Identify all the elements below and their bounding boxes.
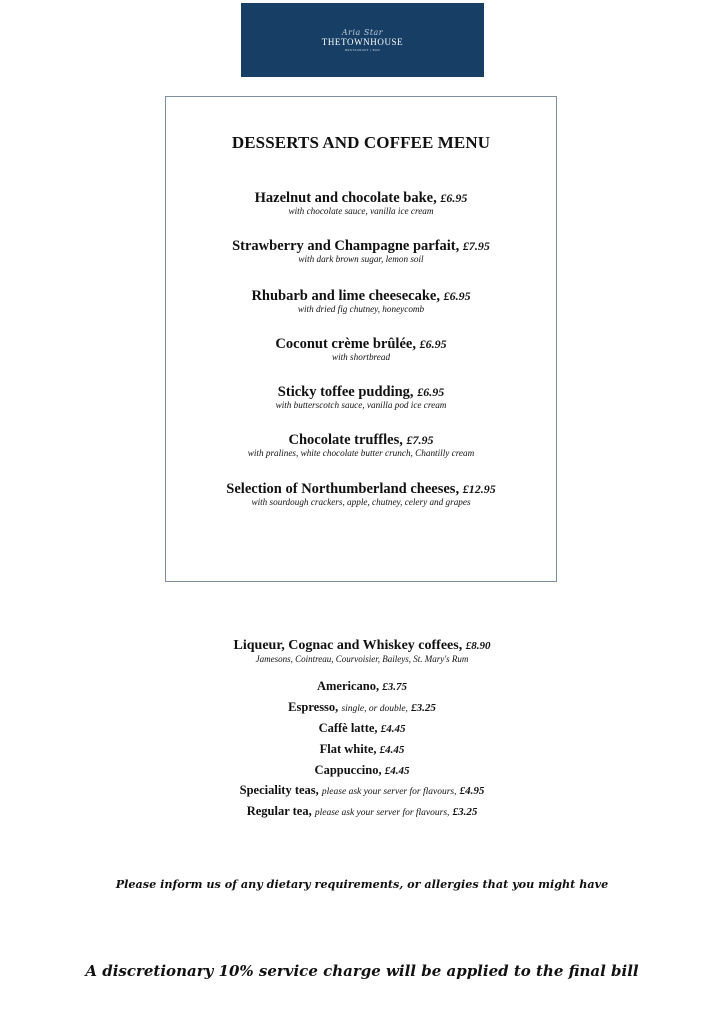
logo-script: Aria Star xyxy=(341,27,384,37)
dish-price: £6.95 xyxy=(417,385,445,399)
drink-price: £3.25 xyxy=(411,702,436,714)
dish-description: with butterscotch sauce, vanilla pod ice cream xyxy=(275,400,447,410)
desserts-menu-box xyxy=(165,96,557,582)
dish-description: with chocolate sauce, vanilla ice cream xyxy=(288,206,434,216)
drink-item xyxy=(0,678,724,695)
drink-note: single, or double, xyxy=(341,704,408,714)
drink-item xyxy=(0,699,724,717)
coffee-liqueur-item xyxy=(0,638,724,665)
dish-name: Chocolate truffles, xyxy=(288,432,403,448)
dish-price: £12.95 xyxy=(462,482,496,496)
dish-name: Hazelnut and chocolate bake, xyxy=(254,190,437,206)
dish-price: £7.95 xyxy=(462,239,490,253)
drink-price: £3.25 xyxy=(452,806,478,818)
dietary-notice: Please inform us of any dietary requirements, or allergies that you might have xyxy=(115,877,609,891)
dish-price: £6.95 xyxy=(443,289,471,303)
drink-item xyxy=(0,803,724,821)
drink-description: Jamesons, Cointreau, Courvoisier, Baileys, St. Mary's Rum xyxy=(255,654,469,664)
drink-price: £4.45 xyxy=(380,723,406,735)
drink-price: £8.90 xyxy=(465,640,491,652)
drink-price: £4.45 xyxy=(384,765,410,777)
drink-item xyxy=(0,782,724,800)
drink-price: £4.95 xyxy=(459,785,485,797)
menu-item xyxy=(166,288,556,315)
menu-item xyxy=(166,238,556,265)
townhouse-logo xyxy=(241,3,484,77)
drink-name: Cappuccino, xyxy=(314,763,382,777)
dish-name: Sticky toffee pudding, xyxy=(277,384,414,400)
dish-description: with dried fig chutney, honeycomb xyxy=(297,304,425,314)
drink-item xyxy=(0,762,724,779)
drink-item xyxy=(0,741,724,758)
service-charge-notice: A discretionary 10% service charge will be applied to the final bill xyxy=(85,962,639,980)
drink-item xyxy=(0,720,724,737)
menu-item xyxy=(166,384,556,411)
dish-description: with dark brown sugar, lemon soil xyxy=(298,254,424,264)
drink-name: Liqueur, Cognac and Whiskey coffees, xyxy=(233,638,463,653)
drink-note: please ask your server for flavours, xyxy=(321,787,457,797)
menu-item xyxy=(166,190,556,217)
menu-item xyxy=(166,432,556,459)
logo-subtitle: RESTAURANT | BAR xyxy=(344,47,381,52)
dish-name: Rhubarb and lime cheesecake, xyxy=(251,288,440,304)
dish-name: Coconut crème brûlée, xyxy=(275,336,416,352)
drink-price: £3.75 xyxy=(382,681,407,693)
dish-price: £7.95 xyxy=(406,433,434,447)
drink-name: Speciality teas, xyxy=(239,783,319,797)
menu-item xyxy=(166,336,556,363)
dish-price: £6.95 xyxy=(419,337,447,351)
dish-description: with pralines, white chocolate butter crunch, Chantilly cream xyxy=(247,448,475,458)
dish-name: Strawberry and Champagne parfait, xyxy=(232,238,460,254)
dish-description: with sourdough crackers, apple, chutney, celery and grapes xyxy=(251,497,471,507)
drink-name: Flat white, xyxy=(319,742,377,756)
dish-price: £6.95 xyxy=(440,191,468,205)
drink-name: Regular tea, xyxy=(246,804,312,818)
dish-name: Selection of Northumberland cheeses, xyxy=(226,481,460,497)
drink-name: Caffè latte, xyxy=(318,721,378,735)
drink-price: £4.45 xyxy=(379,744,405,756)
menu-title: DESSERTS AND COFFEE MENU xyxy=(231,133,491,152)
dish-description: with shortbread xyxy=(331,352,391,362)
drink-name: Espresso, xyxy=(288,700,339,714)
drink-note: please ask your server for flavours, xyxy=(314,808,450,818)
drink-name: Americano, xyxy=(316,679,380,693)
menu-item xyxy=(166,481,556,508)
logo-name: THETOWNHOUSE xyxy=(321,36,404,47)
